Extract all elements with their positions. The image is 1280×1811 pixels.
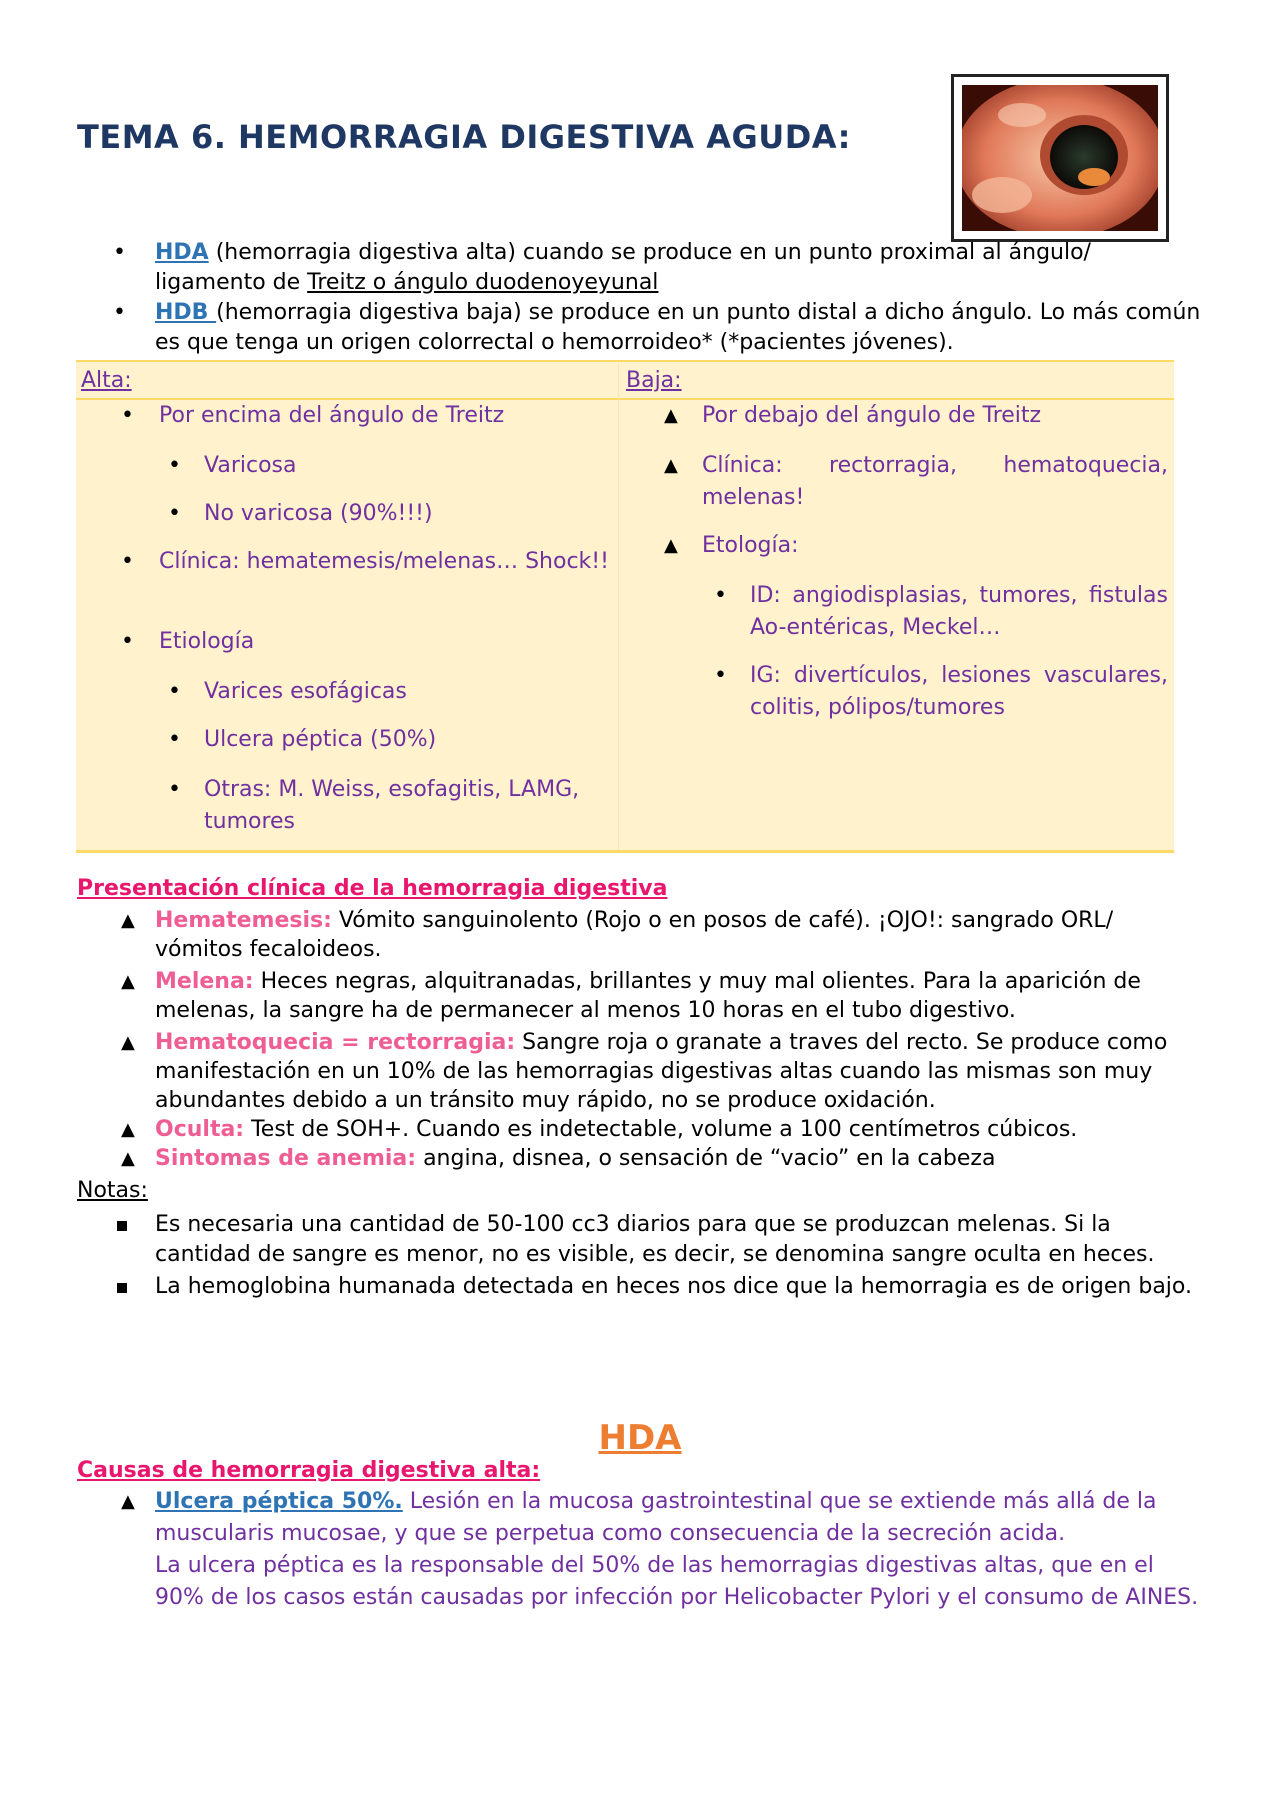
item-text: Heces negras, alquitranadas, brillantes y muy mal olientes. Para la aparición de melenas, la sangre ha de permanecer al menos 10 horas en el tubo digestivo. <box>155 969 1141 1023</box>
item-text: Sangre roja o granate a traves del recto. Se produce como manifestación en un 10% de las hemorragias digestivas altas cuando las mismas son muy abundantes debido a un tránsito muy rápido, no se produce oxidación. <box>155 1030 1168 1113</box>
list-item <box>77 298 1207 358</box>
item-text: Test de SOH+. Cuando es indetectable, volume a 100 centímetros cúbicos. <box>244 1117 1078 1142</box>
list-item <box>77 1028 1207 1115</box>
intro-text: (hemorragia digestiva baja) se produce en un punto distal a dicho ángulo. Lo más común es que tenga un origen colorrectal o hemorroideo* (*pacientes jóvenes). <box>155 300 1201 355</box>
page-title: TEMA 6. HEMORRAGIA DIGESTIVA AGUDA: <box>77 118 851 156</box>
notas-list <box>77 1210 1207 1304</box>
bullet-icon: • <box>168 777 181 802</box>
table-item <box>168 774 618 838</box>
triangle-bullet-icon: ▲ <box>121 971 135 992</box>
item-label: Hematemesis: <box>155 908 332 933</box>
triangle-bullet-icon: ▲ <box>664 455 678 476</box>
causas-list <box>77 1486 1207 1614</box>
table-item <box>714 580 1168 644</box>
table-item <box>664 400 1162 432</box>
table-text: Etiología <box>159 629 255 654</box>
list-item <box>77 1272 1207 1302</box>
bullet-icon: • <box>168 501 181 526</box>
bullet-icon: • <box>168 453 181 478</box>
table-text: IG: divertículos, lesiones vasculares, colitis, pólipos/tumores <box>750 663 1168 720</box>
table-item <box>168 498 604 530</box>
bullet-icon: • <box>168 727 181 752</box>
triangle-bullet-icon: ▲ <box>121 910 135 931</box>
intro-text: (hemorragia digestiva alta) cuando se produce en un punto proximal al ángulo/ ligamento de <box>155 240 1091 295</box>
item-text: angina, disnea, o sensación de “vacio” en la cabeza <box>416 1146 996 1171</box>
table-item <box>664 450 1168 514</box>
table-text: No varicosa (90%!!!) <box>204 501 433 526</box>
table-text: Por encima del ángulo de Treitz <box>159 403 505 428</box>
item-label: Melena: <box>155 969 254 994</box>
note-text: Es necesaria una cantidad de 50-100 cc3 diarios para que se produzcan melenas. Si la cantidad de sangre es menor, no es visible, es decir, se denomina sangre oculta en heces. <box>155 1212 1155 1267</box>
list-item <box>77 967 1207 1025</box>
ulcera-label: Ulcera péptica 50%. <box>155 1489 403 1514</box>
item-label: Sintomas de anemia: <box>155 1146 417 1171</box>
table-text: Etología: <box>702 533 799 558</box>
item-label: Hematoquecia = rectorragia: <box>155 1030 516 1055</box>
table-text: Otras: M. Weiss, esofagitis, LAMG, tumores <box>204 777 580 834</box>
hda-heading: HDA <box>598 1418 682 1458</box>
presentacion-heading: Presentación clínica de la hemorragia digestiva <box>77 876 668 901</box>
causas-heading: Causas de hemorragia digestiva alta: <box>77 1458 541 1483</box>
bullet-icon: • <box>121 403 134 428</box>
presentacion-list <box>77 906 1207 1173</box>
triangle-bullet-icon: ▲ <box>121 1491 135 1512</box>
table-text: Por debajo del ángulo de Treitz <box>702 403 1042 428</box>
bullet-icon: • <box>113 240 126 265</box>
triangle-bullet-icon: ▲ <box>664 405 678 426</box>
bullet-icon: • <box>714 583 727 608</box>
bullet-icon: • <box>121 549 134 574</box>
item-label: Oculta: <box>155 1117 245 1142</box>
table-text: Clínica: hematemesis/melenas… Shock!! <box>159 549 609 574</box>
triangle-bullet-icon: ▲ <box>664 535 678 556</box>
baja-header: Baja: <box>626 368 682 393</box>
table-text: Varicosa <box>204 453 297 478</box>
bullet-icon: • <box>121 629 134 654</box>
table-item <box>121 546 617 578</box>
table-item <box>664 530 1162 562</box>
triangle-bullet-icon: ▲ <box>121 1119 135 1140</box>
alta-header: Alta: <box>81 368 132 393</box>
bullet-icon: • <box>168 679 181 704</box>
square-bullet-icon <box>117 1283 127 1293</box>
table-item <box>121 626 609 658</box>
cause-text-2: La ulcera péptica es la responsable del 50% de las hemorragias digestivas altas, que en el 90% de los casos están causadas por infección por Helicobacter Pylori y el consumo de AINES. <box>155 1553 1199 1610</box>
list-item <box>77 1210 1207 1270</box>
intro-list <box>77 238 1207 358</box>
treitz-underlined: Treitz o ángulo duodenoyeyunal <box>307 270 659 295</box>
column-divider <box>618 362 619 850</box>
bullet-icon: • <box>113 300 126 325</box>
table-item <box>121 400 609 432</box>
list-item <box>77 1144 1207 1173</box>
table-text: Ulcera péptica (50%) <box>204 727 437 752</box>
alta-baja-table <box>76 360 1174 853</box>
note-text: La hemoglobina humanada detectada en heces nos dice que la hemorragia es de origen bajo. <box>155 1274 1192 1299</box>
hdb-term: HDB <box>155 300 217 325</box>
table-item <box>168 724 614 756</box>
list-item <box>77 238 1207 298</box>
list-item <box>77 1486 1207 1614</box>
table-text: Clínica: rectorragia, hematoquecia, melenas! <box>702 453 1168 510</box>
table-item <box>168 450 604 482</box>
table-text: Varices esofágicas <box>204 679 407 704</box>
triangle-bullet-icon: ▲ <box>121 1148 135 1169</box>
table-item <box>168 676 614 708</box>
endoscopy-image <box>951 74 1169 242</box>
list-item <box>77 1115 1207 1144</box>
notas-heading: Notas: <box>77 1178 148 1203</box>
bullet-icon: • <box>714 663 727 688</box>
list-item <box>77 906 1207 964</box>
table-text: ID: angiodisplasias, tumores, fistulas Ao-entéricas, Meckel… <box>750 583 1168 640</box>
hda-term: HDA <box>155 240 209 265</box>
square-bullet-icon <box>117 1221 127 1231</box>
cause-text: Lesión en la mucosa gastrointestinal que se extiende más allá de la muscularis mucosae, y que se perpetua como consecuencia de la secreción acida. <box>155 1489 1157 1546</box>
table-item <box>714 660 1168 724</box>
endoscopy-photo-icon <box>962 85 1158 231</box>
item-text: Vómito sanguinolento (Rojo o en posos de café). ¡OJO!: sangrado ORL/ vómitos fecaloideos. <box>155 908 1114 962</box>
triangle-bullet-icon: ▲ <box>121 1032 135 1053</box>
